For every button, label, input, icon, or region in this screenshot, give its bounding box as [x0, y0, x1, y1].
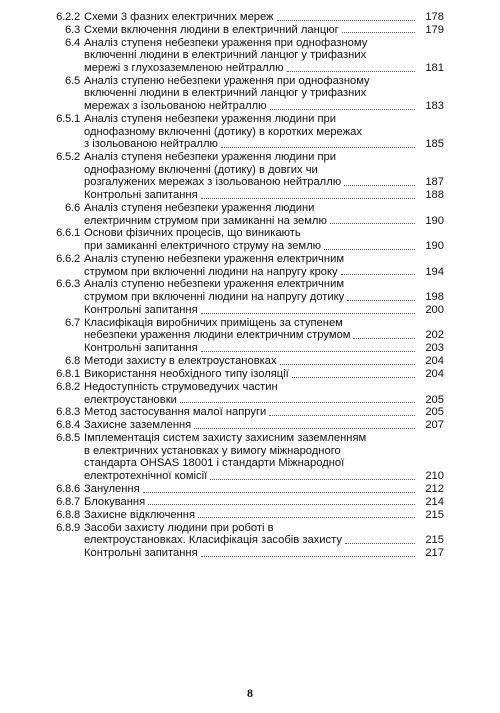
toc-entry-number: 6.6.2 — [56, 252, 80, 265]
toc-entry-title-line: Використання необхідного типу ізоляції — [84, 368, 289, 381]
toc-entry-number: 6.8.6 — [56, 482, 80, 495]
toc-entry-last-line — [84, 342, 444, 355]
toc-entry-page: 181 — [425, 61, 444, 74]
toc-entry-body — [84, 355, 444, 368]
toc-entry-body — [84, 406, 444, 419]
toc-entry-title-line: Аналіз ступеню небезпеки ураження при однофазному — [84, 74, 370, 87]
toc-entry-number: 6.8 — [65, 355, 80, 368]
toc-entry-body — [84, 342, 444, 355]
toc-entry-body — [84, 189, 444, 202]
dot-leader — [324, 249, 415, 250]
toc-entry — [44, 113, 444, 151]
toc-entry-page: 190 — [425, 214, 444, 227]
toc-entry-last-line — [84, 176, 444, 189]
toc-entry — [44, 432, 444, 482]
dot-leader — [198, 517, 415, 518]
toc-entry-page: 198 — [425, 291, 444, 304]
dot-leader — [201, 313, 415, 314]
toc-entry — [44, 317, 444, 342]
toc-entry-page: 190 — [425, 240, 444, 253]
toc-entry-title-line: Аналіз ступеня небезпеки ураження людини при — [84, 151, 337, 164]
dot-leader — [143, 492, 415, 493]
toc-entry-title-line: Захисне відключення — [84, 508, 196, 521]
toc-entry-number: 6.6.1 — [56, 227, 80, 240]
toc-entry-page: 207 — [425, 419, 444, 432]
toc-entry — [44, 253, 444, 278]
toc-entry-page: 194 — [425, 265, 444, 278]
toc-entry-page: 183 — [425, 100, 444, 113]
dot-leader — [342, 32, 415, 33]
toc-entry-number: 6.4 — [65, 36, 80, 49]
toc-entry-page: 188 — [425, 189, 444, 202]
toc-entry-last-line — [84, 266, 444, 279]
toc-entry-title-line: в електричних установках у вимогу міжнародного — [84, 444, 341, 457]
dot-leader — [180, 402, 415, 403]
toc-entry-last-line — [84, 470, 444, 483]
toc-entry-title-line: Захисне заземлення — [84, 419, 192, 432]
toc-entry-page: 179 — [425, 23, 444, 36]
toc-entry-last-line — [84, 483, 444, 496]
toc-entry-page: 202 — [425, 329, 444, 342]
toc-entry-page: 185 — [425, 138, 444, 151]
toc-entry-title-line: Блокування — [84, 495, 146, 508]
toc-entry-body — [84, 368, 444, 381]
toc-entry-title-line: при замиканні електричного струму на землю — [84, 240, 321, 253]
toc-entry-title-line: Аналіз ступеня небезпеки ураження при однофазному — [84, 36, 368, 49]
toc-entry-title-line: Схеми включення людини в електричний ланцюг — [84, 23, 339, 36]
toc-entry-title-line: Контрольні запитання — [84, 342, 198, 355]
toc-entry-body — [84, 432, 444, 482]
toc-entry-body — [84, 509, 444, 522]
toc-entry-last-line — [84, 329, 444, 342]
toc-entry-last-line — [84, 509, 444, 522]
toc-entry-number: 6.5.1 — [56, 112, 80, 125]
toc-entry-page: 187 — [425, 176, 444, 189]
toc-entry-number: 6.8.9 — [56, 521, 80, 534]
toc-entry-title-line: електротехнічної комісії — [84, 470, 208, 483]
dot-leader — [210, 479, 415, 480]
toc-entry-number: 6.7 — [65, 316, 80, 329]
toc-entry — [44, 342, 444, 355]
toc-entry-page: 178 — [425, 11, 444, 23]
toc-entry-title-line: струмом при включенні людини на напругу кроку — [84, 265, 338, 278]
toc-entry-title-line: стандарта OHSAS 18001 і стандарти Міжнародної — [84, 457, 345, 470]
toc-entry-last-line — [84, 368, 444, 381]
toc-entry — [44, 11, 444, 24]
toc-entry — [44, 381, 444, 406]
toc-entry-title-line: мережах з ізольованою нейтраллю — [84, 100, 267, 113]
dot-leader — [347, 300, 415, 301]
toc-entry — [44, 24, 444, 37]
toc-entry-number: 6.3 — [65, 23, 80, 36]
dot-leader — [277, 20, 415, 21]
toc-entry-title-line: Засоби захисту людини при роботі в — [84, 521, 274, 534]
toc-entry-title-line: однофазному включенні (дотику) в коротких мережах — [84, 125, 362, 138]
toc-entry — [44, 189, 444, 202]
toc-entry-body — [84, 381, 444, 406]
toc-entry-body — [84, 151, 444, 189]
toc-entry-title-line: з ізольованою нейтраллю — [84, 138, 218, 151]
toc-entry-title-line: включенні людини в електричний ланцюг у трифазних — [84, 49, 367, 62]
toc-entry-title-line: Методи захисту в електроустановках — [84, 355, 277, 368]
toc-entry-body — [84, 11, 444, 24]
toc-entry-title-line: Метод застосування малої напруги — [84, 406, 267, 419]
toc-entry-body — [84, 496, 444, 509]
toc-entry — [44, 278, 444, 303]
dot-leader — [201, 198, 415, 199]
toc-entry — [44, 202, 444, 227]
toc-entry-last-line — [84, 394, 444, 407]
toc-entry — [44, 355, 444, 368]
toc-entry-body — [84, 37, 444, 75]
toc-entry-last-line — [84, 496, 444, 509]
toc-entry-title-line: Основи фізичних процесів, що виникають — [84, 227, 301, 240]
toc-entry-title-line: Контрольні запитання — [84, 547, 198, 560]
dot-leader — [341, 274, 415, 275]
dot-leader — [269, 415, 415, 416]
toc-entry — [44, 483, 444, 496]
toc-entry-number: 6.8.1 — [56, 368, 80, 381]
dot-leader — [287, 71, 415, 72]
toc-entry-number: 6.8.2 — [56, 380, 80, 393]
toc-entry-number: 6.6.3 — [56, 278, 80, 291]
toc-entry-last-line — [84, 355, 444, 368]
toc-entry-number: 6.8.8 — [56, 508, 80, 521]
toc-entry-number: 6.2.2 — [56, 11, 80, 23]
toc-entry — [44, 406, 444, 419]
toc-entry-page: 203 — [425, 342, 444, 355]
toc-entry-last-line — [84, 419, 444, 432]
toc-entry-title-line: Аналіз ступеня небезпеки ураження людини — [84, 201, 315, 214]
toc-entry-last-line — [84, 62, 444, 75]
table-of-contents — [44, 11, 444, 560]
dot-leader — [201, 556, 415, 557]
toc-entry-last-line — [84, 189, 444, 202]
toc-entry-body — [84, 304, 444, 317]
toc-entry-body — [84, 24, 444, 37]
toc-entry-body — [84, 317, 444, 342]
toc-entry-title-line: Аналіз ступеню небезпеки ураження електричним — [84, 252, 345, 265]
dot-leader — [270, 109, 415, 110]
toc-entry-page: 214 — [425, 495, 444, 508]
dot-leader — [221, 147, 415, 148]
toc-entry — [44, 547, 444, 560]
dot-leader — [201, 351, 415, 352]
toc-entry-body — [84, 227, 444, 252]
dot-leader — [330, 223, 415, 224]
toc-entry-last-line — [84, 547, 444, 560]
toc-entry-last-line — [84, 138, 444, 151]
toc-entry-last-line — [84, 304, 444, 317]
toc-entry — [44, 419, 444, 432]
toc-entry-page: 205 — [425, 406, 444, 419]
dot-leader — [345, 543, 415, 544]
toc-entry-page: 212 — [425, 482, 444, 495]
toc-entry-last-line — [84, 215, 444, 228]
toc-entry-number: 6.8.4 — [56, 419, 80, 432]
toc-entry-number: 6.5 — [65, 74, 80, 87]
dot-leader — [292, 377, 415, 378]
toc-entry-title-line: струмом при включенні людини на напругу дотику — [84, 291, 345, 304]
page-number: 8 — [247, 686, 253, 700]
toc-entry-number: 6.6 — [65, 201, 80, 214]
toc-entry-title-line: Класифікація виробничих приміщень за ступенем — [84, 316, 343, 329]
toc-entry-page: 205 — [425, 393, 444, 406]
toc-entry-title-line: Аналіз ступеня небезпеки ураження людини при — [84, 112, 337, 125]
toc-entry-last-line — [84, 534, 444, 547]
toc-entry-page: 204 — [425, 355, 444, 368]
toc-entry-title-line: електроустановки — [84, 393, 177, 406]
toc-entry-number: 6.8.7 — [56, 495, 80, 508]
toc-entry-title-line: Імплементація систем захисту захисним заземленням — [84, 432, 367, 445]
toc-entry-title-line: Контрольні запитання — [84, 303, 198, 316]
toc-entry-body — [84, 278, 444, 303]
toc-entry-title-line: небезпеки ураження людини електричним струмом — [84, 329, 351, 342]
toc-entry-body — [84, 75, 444, 113]
toc-entry-body — [84, 202, 444, 227]
dot-leader — [344, 185, 415, 186]
toc-entry — [44, 151, 444, 189]
toc-entry-body — [84, 253, 444, 278]
toc-entry-title-line: електроустановках. Класифікація засобів захисту — [84, 534, 342, 547]
toc-entry-body — [84, 483, 444, 496]
toc-entry — [44, 522, 444, 547]
toc-entry-number: 6.8.3 — [56, 406, 80, 419]
toc-entry-last-line — [84, 11, 444, 24]
toc-entry-number: 6.5.2 — [56, 151, 80, 164]
toc-entry-title-line: електричним струмом при замиканні на землю — [84, 214, 327, 227]
toc-entry-title-line: розгалужених мережах з ізольованою нейтраллю — [84, 176, 342, 189]
toc-entry-number: 6.8.5 — [56, 432, 80, 445]
toc-entry — [44, 304, 444, 317]
toc-entry-title-line: однофазному включенні (дотику) в довгих чи — [84, 163, 318, 176]
toc-entry-body — [84, 113, 444, 151]
dot-leader — [194, 428, 415, 429]
dot-leader — [148, 504, 415, 505]
toc-entry — [44, 368, 444, 381]
toc-entry-body — [84, 522, 444, 547]
toc-entry-last-line — [84, 240, 444, 253]
toc-entry — [44, 75, 444, 113]
toc-entry-title-line: Контрольні запитання — [84, 189, 198, 202]
toc-entry-page: 217 — [425, 547, 444, 560]
toc-entry — [44, 496, 444, 509]
toc-entry-page: 200 — [425, 303, 444, 316]
dot-leader — [280, 364, 415, 365]
toc-entry-last-line — [84, 406, 444, 419]
toc-entry-title-line: Занулення — [84, 482, 140, 495]
toc-entry-last-line — [84, 100, 444, 113]
toc-entry — [44, 509, 444, 522]
toc-entry-title-line: Схеми 3 фазних електричних мереж — [84, 11, 274, 23]
toc-entry — [44, 227, 444, 252]
toc-entry-page: 215 — [425, 534, 444, 547]
toc-entry-title-line: включенні людини в електричний ланцюг у трифазних — [84, 87, 367, 100]
toc-entry-page: 215 — [425, 508, 444, 521]
toc-entry — [44, 37, 444, 75]
toc-entry-body — [84, 419, 444, 432]
toc-entry-title-line: мережі з глухозаземленою нейтраллю — [84, 61, 284, 74]
toc-entry-page: 204 — [425, 368, 444, 381]
toc-entry-title-line: Недоступність струмоведучих частин — [84, 380, 278, 393]
toc-entry-last-line — [84, 291, 444, 304]
toc-entry-title-line: Аналіз ступеню небезпеки ураження електричним — [84, 278, 345, 291]
toc-entry-page: 210 — [425, 470, 444, 483]
toc-entry-last-line — [84, 24, 444, 37]
toc-entry-body — [84, 547, 444, 560]
dot-leader — [353, 338, 415, 339]
